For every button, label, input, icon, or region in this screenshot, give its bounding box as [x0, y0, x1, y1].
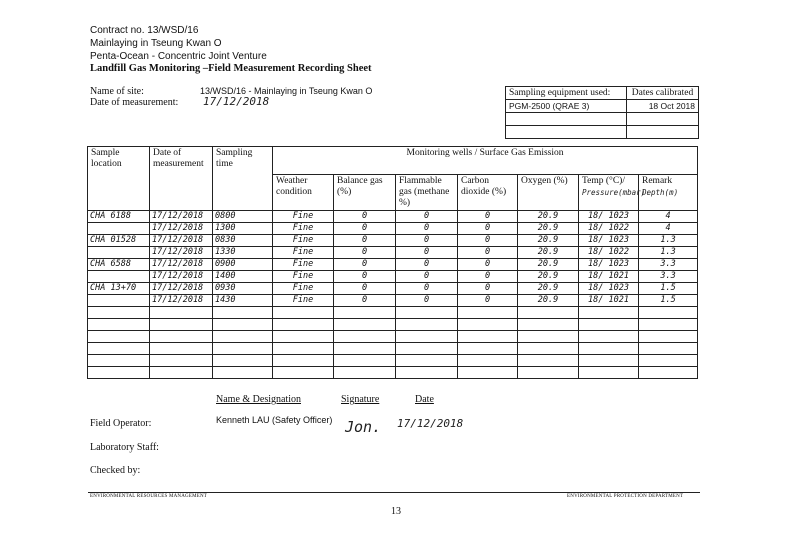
cell-remark: 4 — [639, 211, 698, 223]
cell-weather — [273, 319, 334, 331]
table-row — [88, 307, 698, 319]
cell-carbon — [458, 343, 518, 355]
cell-time: 0830 — [213, 235, 273, 247]
equipment-table — [505, 86, 699, 139]
cell-flammable: 0 — [396, 271, 458, 283]
cell-oxygen — [518, 367, 579, 379]
table-row — [88, 343, 698, 355]
cell-date: 17/12/2018 — [150, 223, 213, 235]
project-name: Mainlaying in Tseung Kwan O — [90, 38, 222, 49]
cell-carbon: 0 — [458, 295, 518, 307]
cell-flammable: 0 — [396, 235, 458, 247]
cell-location — [88, 295, 150, 307]
cell-temp — [579, 331, 639, 343]
cell-weather — [273, 367, 334, 379]
cell-date: 17/12/2018 — [150, 247, 213, 259]
cell-remark — [639, 367, 698, 379]
cell-date: 17/12/2018 — [150, 295, 213, 307]
cell-location — [88, 343, 150, 355]
field-operator-name: Kenneth LAU (Safety Officer) — [216, 415, 333, 425]
cell-flammable — [396, 331, 458, 343]
cell-location — [88, 331, 150, 343]
cell-carbon: 0 — [458, 259, 518, 271]
cell-location — [88, 319, 150, 331]
cell-weather: Fine — [273, 259, 334, 271]
cell-remark — [639, 343, 698, 355]
cell-date — [150, 343, 213, 355]
signoff-signature-header: Signature — [341, 394, 380, 405]
cell-time — [213, 319, 273, 331]
cell-carbon: 0 — [458, 247, 518, 259]
cell-remark — [639, 355, 698, 367]
cell-date: 17/12/2018 — [150, 211, 213, 223]
calibrated-header: Dates calibrated — [627, 87, 699, 100]
field-operator-label: Field Operator: — [90, 418, 152, 429]
cell-oxygen — [518, 331, 579, 343]
cell-date: 17/12/2018 — [150, 235, 213, 247]
table-row — [88, 319, 698, 331]
cell-date: 17/12/2018 — [150, 283, 213, 295]
cell-carbon — [458, 307, 518, 319]
header-remark-sub: Depth(m) — [642, 188, 679, 197]
cell-location — [88, 271, 150, 283]
cell-balance: 0 — [334, 223, 396, 235]
cell-date — [150, 331, 213, 343]
cell-balance: 0 — [334, 211, 396, 223]
cell-remark — [639, 307, 698, 319]
cell-location — [88, 367, 150, 379]
site-name-value: 13/WSD/16 - Mainlaying in Tseung Kwan O — [200, 86, 373, 96]
table-row — [88, 271, 698, 283]
cell-date: 17/12/2018 — [150, 271, 213, 283]
cell-flammable — [396, 319, 458, 331]
cell-temp: 18/ 1021 — [579, 271, 639, 283]
cell-carbon — [458, 355, 518, 367]
empty-cell — [506, 113, 627, 126]
cell-weather: Fine — [273, 223, 334, 235]
cell-temp: 18/ 1023 — [579, 211, 639, 223]
header-balance: Balance gas (%) — [334, 175, 396, 211]
cell-remark — [639, 319, 698, 331]
header-date: Date of measurement — [150, 147, 213, 211]
calibrated-value: 18 Oct 2018 — [627, 100, 699, 113]
cell-location: CHA 01528 — [88, 235, 150, 247]
cell-weather — [273, 343, 334, 355]
cell-flammable — [396, 343, 458, 355]
footer-rule — [88, 492, 700, 493]
cell-balance — [334, 355, 396, 367]
cell-date: 17/12/2018 — [150, 259, 213, 271]
cell-flammable — [396, 307, 458, 319]
cell-oxygen — [518, 343, 579, 355]
cell-time: 1300 — [213, 223, 273, 235]
cell-oxygen: 20.9 — [518, 259, 579, 271]
cell-time: 1400 — [213, 271, 273, 283]
table-row — [88, 355, 698, 367]
cell-flammable: 0 — [396, 295, 458, 307]
cell-oxygen — [518, 307, 579, 319]
date-label: Date of measurement: — [90, 97, 179, 108]
cell-flammable: 0 — [396, 247, 458, 259]
cell-temp: 18/ 1022 — [579, 223, 639, 235]
empty-cell — [627, 113, 699, 126]
cell-location — [88, 247, 150, 259]
data-rows — [88, 211, 698, 379]
footer-left: ENVIRONMENTAL RESOURCES MANAGEMENT — [90, 494, 208, 499]
table-row — [88, 295, 698, 307]
cell-balance — [334, 343, 396, 355]
cell-location: CHA 6188 — [88, 211, 150, 223]
table-row — [88, 247, 698, 259]
header-temp-label: Temp (°C)/ — [582, 176, 625, 186]
cell-oxygen — [518, 355, 579, 367]
equipment-value: PGM-2500 (QRAE 3) — [506, 100, 627, 113]
site-name-label: Name of site: — [90, 86, 144, 97]
cell-time — [213, 367, 273, 379]
cell-carbon: 0 — [458, 235, 518, 247]
cell-location: CHA 13+70 — [88, 283, 150, 295]
cell-balance — [334, 331, 396, 343]
empty-cell — [627, 126, 699, 139]
cell-remark: 1.5 — [639, 283, 698, 295]
cell-remark: 1.3 — [639, 247, 698, 259]
cell-temp — [579, 307, 639, 319]
cell-flammable: 0 — [396, 223, 458, 235]
table-row — [88, 223, 698, 235]
cell-time: 0900 — [213, 259, 273, 271]
cell-date — [150, 355, 213, 367]
header-group: Monitoring wells / Surface Gas Emission — [273, 147, 698, 175]
table-row — [88, 259, 698, 271]
header-weather: Weather condition — [273, 175, 334, 211]
header-flammable: Flammable gas (methane %) — [396, 175, 458, 211]
cell-time: 0930 — [213, 283, 273, 295]
cell-balance: 0 — [334, 271, 396, 283]
header-temp — [579, 175, 646, 211]
page-number: 13 — [391, 506, 401, 517]
header-remark-label: Remark — [642, 176, 673, 186]
checked-by-label: Checked by: — [90, 465, 141, 476]
table-row — [88, 367, 698, 379]
cell-time: 1430 — [213, 295, 273, 307]
cell-balance: 0 — [334, 235, 396, 247]
cell-remark: 4 — [639, 223, 698, 235]
table-row — [88, 211, 698, 223]
cell-flammable: 0 — [396, 211, 458, 223]
company-name: Penta-Ocean - Concentric Joint Venture — [90, 51, 267, 62]
cell-carbon — [458, 319, 518, 331]
cell-weather — [273, 355, 334, 367]
cell-balance: 0 — [334, 247, 396, 259]
date-value: 17/12/2018 — [203, 95, 270, 108]
cell-temp: 18/ 1021 — [579, 295, 639, 307]
equipment-header: Sampling equipment used: — [506, 87, 627, 100]
cell-flammable — [396, 367, 458, 379]
lab-staff-label: Laboratory Staff: — [90, 442, 159, 453]
cell-temp: 18/ 1022 — [579, 247, 639, 259]
cell-carbon — [458, 331, 518, 343]
cell-flammable: 0 — [396, 259, 458, 271]
field-operator-signature: Jon. — [345, 418, 382, 436]
cell-remark: 1.3 — [639, 235, 698, 247]
cell-temp: 18/ 1023 — [579, 259, 639, 271]
cell-remark: 1.5 — [639, 295, 698, 307]
cell-weather — [273, 331, 334, 343]
cell-temp — [579, 343, 639, 355]
cell-time — [213, 355, 273, 367]
cell-weather: Fine — [273, 247, 334, 259]
cell-time: 0800 — [213, 211, 273, 223]
cell-date — [150, 319, 213, 331]
table-row — [88, 331, 698, 343]
cell-flammable: 0 — [396, 283, 458, 295]
cell-temp: 18/ 1023 — [579, 235, 639, 247]
cell-balance — [334, 367, 396, 379]
cell-carbon — [458, 367, 518, 379]
cell-location: CHA 6588 — [88, 259, 150, 271]
header-temp-sub: Pressure(mbar) — [582, 188, 646, 197]
cell-time: 1330 — [213, 247, 273, 259]
cell-oxygen: 20.9 — [518, 211, 579, 223]
footer-right: ENVIRONMENTAL PROTECTION DEPARTMENT — [567, 494, 684, 499]
cell-balance: 0 — [334, 283, 396, 295]
signoff-date-header: Date — [415, 394, 434, 405]
cell-balance — [334, 307, 396, 319]
cell-oxygen: 20.9 — [518, 271, 579, 283]
cell-oxygen: 20.9 — [518, 295, 579, 307]
cell-carbon: 0 — [458, 211, 518, 223]
cell-temp — [579, 319, 639, 331]
cell-carbon: 0 — [458, 271, 518, 283]
header-carbon: Carbon dioxide (%) — [458, 175, 518, 211]
table-row — [88, 283, 698, 295]
header-location: Sample location — [88, 147, 150, 211]
cell-remark: 3.3 — [639, 259, 698, 271]
cell-balance: 0 — [334, 259, 396, 271]
field-operator-date: 17/12/2018 — [397, 417, 464, 430]
cell-oxygen: 20.9 — [518, 235, 579, 247]
cell-location — [88, 307, 150, 319]
cell-carbon: 0 — [458, 223, 518, 235]
cell-balance: 0 — [334, 295, 396, 307]
empty-cell — [506, 126, 627, 139]
cell-location — [88, 355, 150, 367]
cell-date — [150, 367, 213, 379]
cell-weather: Fine — [273, 283, 334, 295]
cell-temp — [579, 367, 639, 379]
header-time: Sampling time — [213, 147, 273, 211]
sheet-title: Landfill Gas Monitoring –Field Measurement Recording Sheet — [90, 63, 372, 74]
cell-weather: Fine — [273, 295, 334, 307]
cell-time — [213, 307, 273, 319]
cell-date — [150, 307, 213, 319]
cell-weather: Fine — [273, 271, 334, 283]
cell-weather: Fine — [273, 235, 334, 247]
cell-remark: 3.3 — [639, 271, 698, 283]
header-oxygen: Oxygen (%) — [518, 175, 579, 211]
cell-flammable — [396, 355, 458, 367]
cell-oxygen — [518, 319, 579, 331]
header-remark — [639, 175, 698, 211]
cell-time — [213, 343, 273, 355]
signoff-name-header: Name & Designation — [216, 394, 301, 405]
cell-remark — [639, 331, 698, 343]
cell-balance — [334, 319, 396, 331]
cell-oxygen: 20.9 — [518, 223, 579, 235]
contract-number: Contract no. 13/WSD/16 — [90, 25, 199, 36]
cell-location — [88, 223, 150, 235]
cell-carbon: 0 — [458, 283, 518, 295]
cell-time — [213, 331, 273, 343]
cell-temp — [579, 355, 639, 367]
cell-oxygen: 20.9 — [518, 283, 579, 295]
cell-weather: Fine — [273, 211, 334, 223]
cell-weather — [273, 307, 334, 319]
cell-temp: 18/ 1023 — [579, 283, 639, 295]
cell-oxygen: 20.9 — [518, 247, 579, 259]
table-row — [88, 235, 698, 247]
measurement-table — [87, 146, 698, 379]
